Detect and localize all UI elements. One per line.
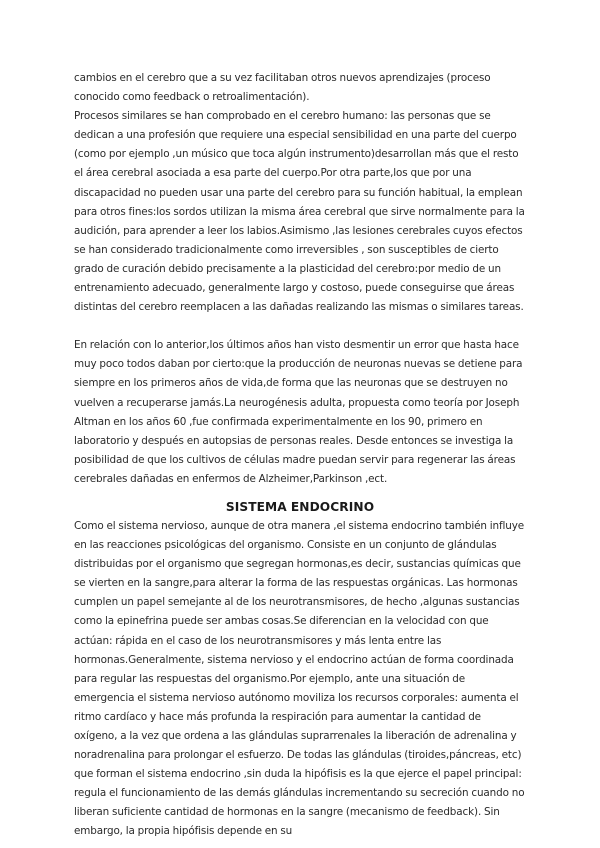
paragraph-spacer [74, 317, 526, 336]
paragraph-neurogenesis: En relación con lo anterior,los últimos años han visto desmentir un error que hasta hace muy poco todos daban por cierto:que la producción de neuronas nuevas se detiene para siempre en los primeros años de vida,de forma que las neuronas que se destruyen no vuelven a recuperarse jamás.La neurogénesis adulta, propuesta como teoría por Joseph Altman en los años 60 ,fue confirmada experimentalmente en los 90, primero en laboratorio y después en autopsias de personas reales. Desde entonces se investiga la posibilidad de que los cultivos de células madre puedan servir para regenerar las áreas cerebrales dañadas en enfermos de Alzheimer,Parkinson ,ect. [74, 339, 523, 485]
paragraph-brain-plasticity: Procesos similares se han comprobado en el cerebro humano: las personas que se dedican a una profesión que requiere una especial sensibilidad en una parte del cuerpo (como por ejemplo ,un músico que toca algún instrumento)desarrollan más que el resto el área cerebral asociada a esa parte del cuerpo.Por otra parte,los que por una discapacidad no pueden usar una parte del cerebro para su función habitual, la emplean para otros fines:los sordos utilizan la misma área cerebral que sirve normalmente para la audición, para aprender a leer los labios.Asimismo ,las lesiones cerebrales cuyos efectos se han considerado tradicionalmente como irreversibles , son susceptibles de cierto grado de curación debido precisamente a la plasticidad del cerebro:por medio de un entrenamiento adecuado, generalmente largo y costoso, puede conseguirse que áreas distintas del cerebro reemplacen a las dañadas realizando las mismas o similares tareas. [74, 110, 525, 314]
paragraph-endocrine-system: Como el sistema nervioso, aunque de otra manera ,el sistema endocrino también influye en las reacciones psicológicas del organismo. Consiste en un conjunto de glándulas distribuidas por el organismo que segregan hormonas,es decir, sustancias químicas que se vierten en la sangre,para alterar la forma de las respuestas orgánicas. Las hormonas cumplen un papel semejante al de los neurotransmisores, de hecho ,algunas sustancias como la epinefrina puede ser ambas cosas.Se diferencian en la velocidad con que actúan: rápida en el caso de los neurotransmisores y más lenta entre las hormonas.Generalmente, sistema nervioso y el endocrino actúan de forma coordinada para regular las respuestas del organismo.Por ejemplo, ante una situación de emergencia el sistema nervioso autónomo moviliza los recursos corporales: aumenta el ritmo cardíaco y hace más profunda la respiración para aumentar la cantidad de oxígeno, a la vez que ordena a las glándulas suprarrenales la liberación de adrenalina y noradrenalina para prolongar el esfuerzo. De todas las glándulas (tiroides,páncreas, etc) que forman el sistema endocrino ,sin duda la hipófisis es la que ejerce el papel principal: regula el funcionamiento de las demás glándulas incrementando su secreción cuando no liberan suficiente cantidad de hormonas en la sangre (mecanismo de feedback). Sin embargo, la propia hipófisis depende en su [74, 519, 525, 838]
section-heading: SISTEMA ENDOCRINO [225, 499, 375, 514]
document-body [74, 69, 526, 842]
paragraph-feedback: cambios en el cerebro que a su vez facilitaban otros nuevos aprendizajes (proceso conocido como feedback o retroalimentación). [74, 72, 491, 104]
